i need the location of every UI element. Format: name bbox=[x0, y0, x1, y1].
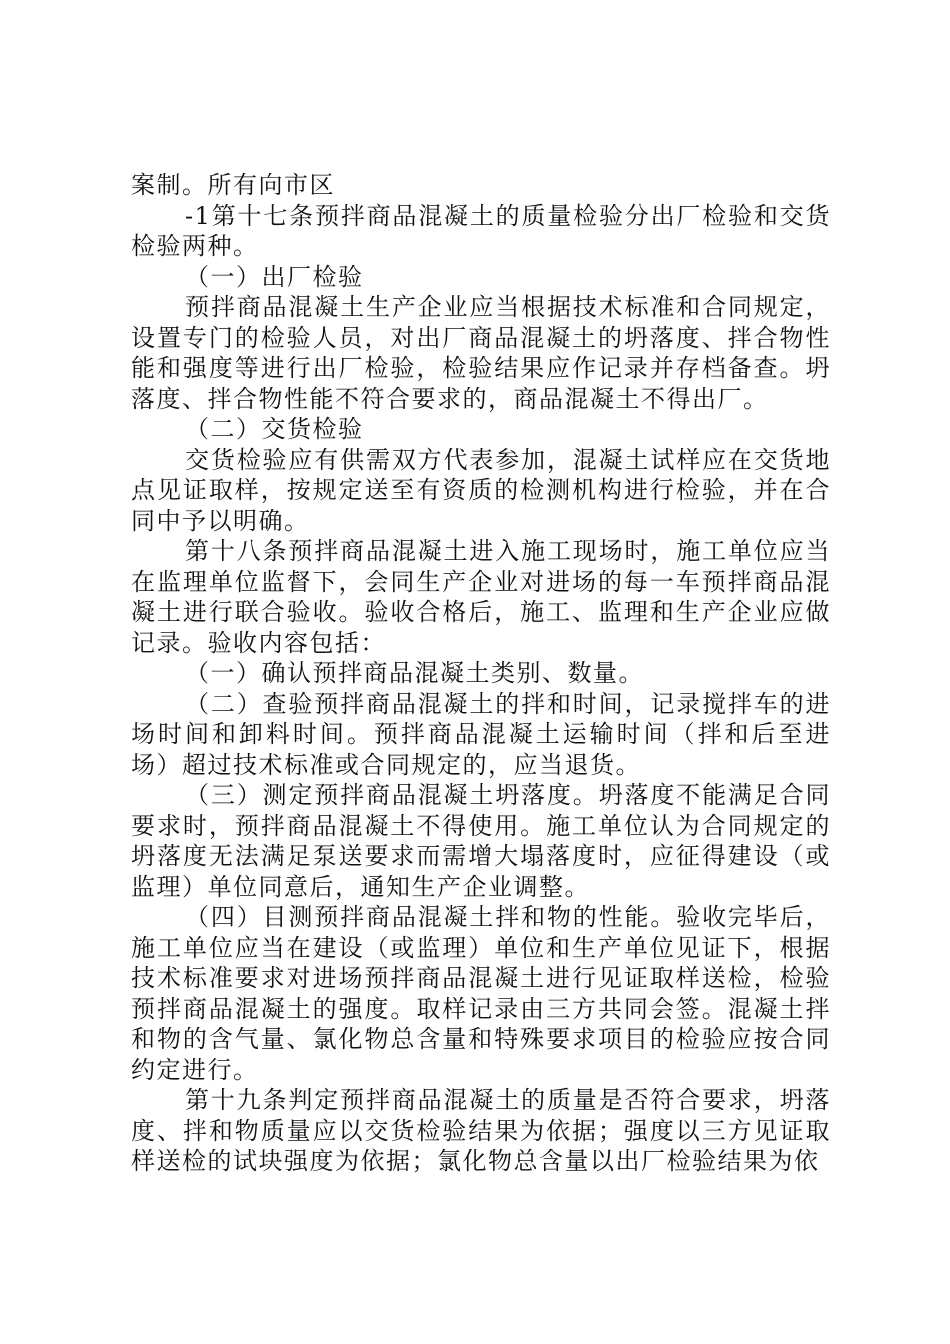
paragraph-article-18: 第十八条预拌商品混凝土进入施工现场时，施工单位应当在监理单位监督下，会同生产企业对进场的每一车预拌商品混凝土进行联合验收。验收合格后，施工、监理和生产企业应做记录。验收内容包括： bbox=[131, 537, 831, 657]
list-item-1: （一）确认预拌商品混凝土类别、数量。 bbox=[185, 659, 644, 687]
list-item-4: （四）目测预拌商品混凝土拌和物的性能。验收完毕后，施工单位应当在建设（或监理）单位和生产单位见证下，根据技术标准要求对进场预拌商品混凝土进行见证取样送检，检验预拌商品混凝土的强度。取样记录由三方共同会签。混凝土拌和物的含气量、氯化物总含量和特殊要求项目的检验应按合同约定进行。 bbox=[131, 903, 831, 1084]
paragraph-article-19: 第十九条判定预拌商品混凝土的质量是否符合要求，坍落度、拌和物质量应以交货检验结果为依据；强度以三方见证取样送检的试块强度为依据；氯化物总含量以出厂检验结果为依 bbox=[131, 1086, 831, 1175]
paragraph-delivery-inspection: 交货检验应有供需双方代表参加，混凝土试样应在交货地点见证取样，按规定送至有资质的检测机构进行检验，并在合同中予以明确。 bbox=[131, 445, 831, 535]
list-item-2: （二）查验预拌商品混凝土的拌和时间，记录搅拌车的进场时间和卸料时间。预拌商品混凝土运输时间（拌和后至进场）超过技术标准或合同规定的，应当退货。 bbox=[131, 689, 831, 779]
subheading-factory-inspection: （一）出厂检验 bbox=[185, 262, 364, 291]
document-body bbox=[131, 170, 831, 1177]
paragraph-factory-inspection: 预拌商品混凝土生产企业应当根据技术标准和合同规定，设置专门的检验人员，对出厂商品混凝土的坍落度、拌合物性能和强度等进行出厂检验，检验结果应作记录并存档备查。坍落度、拌合物性能不符合要求的，商品混凝土不得出厂。 bbox=[131, 293, 831, 413]
paragraph-1: 案制。所有向市区 bbox=[131, 171, 335, 199]
paragraph-article-17: -1第十七条预拌商品混凝土的质量检验分出厂检验和交货检验两种。 bbox=[131, 201, 831, 260]
subheading-delivery-inspection: （二）交货检验 bbox=[185, 415, 364, 443]
list-item-3: （三）测定预拌商品混凝土坍落度。坍落度不能满足合同要求时，预拌商品混凝土不得使用。施工单位认为合同规定的坍落度无法满足泵送要求而需增大塌落度时，应征得建设（或监理）单位同意后，通知生产企业调整。 bbox=[131, 781, 831, 901]
